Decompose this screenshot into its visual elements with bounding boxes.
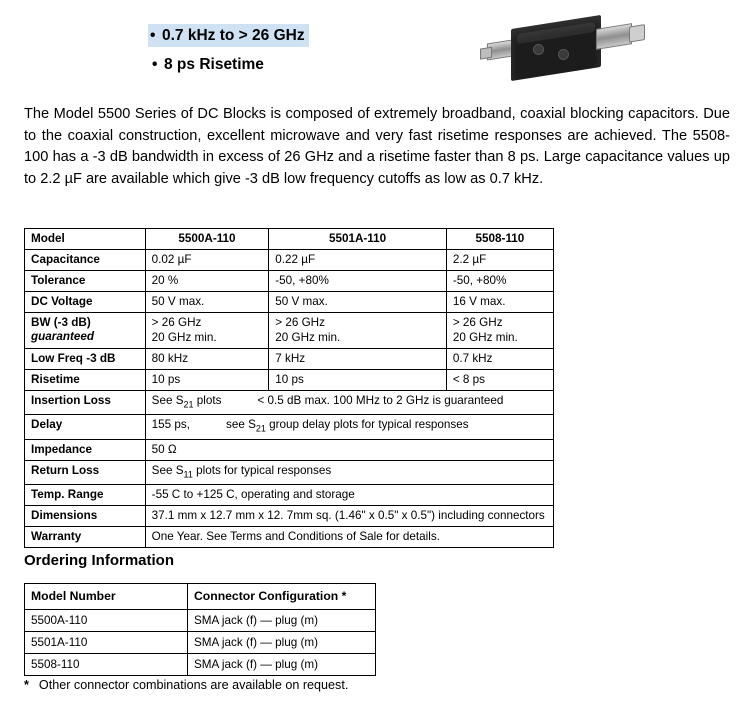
ordering-footnote (24, 678, 348, 692)
header-5500a-110: 5500A-110 (145, 229, 269, 250)
cell-low-freq-5508: 0.7 kHz (446, 349, 553, 370)
body-screw-icon (533, 44, 544, 55)
cell-bandwidth-5508-line1: > 26 GHz (452, 316, 503, 329)
intro-paragraph: The Model 5500 Series of DC Blocks is composed of extremely broadband, coaxial blocking capacitors. Due to the coaxial construction, excellent microwave and very fast risetime responses are achieved. The 5508-100 has a -3 dB bandwidth in excess of 26 GHz and a risetime faster than 8 ps. Large capacitance values up to 2.2 µF are available which give -3 dB low frequency cutoffs as low as 0.7 kHz. (24, 106, 730, 187)
table-row (25, 292, 554, 313)
table-row (25, 484, 554, 505)
table-row (25, 370, 554, 391)
row-label-bandwidth-sub: guaranteed (31, 330, 94, 343)
cell-bandwidth-5500a-line2: 20 GHz min. (151, 331, 217, 344)
cell-risetime-5500a: 10 ps (145, 370, 269, 391)
order-connector-5500a-110: SMA jack (f) — plug (m) (188, 610, 376, 632)
header-model-number: Model Number (25, 584, 188, 610)
cell-bandwidth-5501a (269, 313, 447, 349)
cell-delay-b: see $S_{21}$ group delay plots for typical responses (226, 418, 469, 434)
cell-risetime-5508: < 8 ps (446, 370, 553, 391)
order-connector-5508-110: SMA jack (f) — plug (m) (188, 654, 376, 676)
row-label-dc-voltage: DC Voltage (25, 292, 146, 313)
row-label-bandwidth-main: BW (-3 dB) (31, 316, 91, 329)
row-label-warranty: Warranty (25, 526, 146, 547)
row-label-tolerance: Tolerance (25, 271, 146, 292)
table-row (25, 271, 554, 292)
table-row (25, 460, 554, 484)
order-model-5508-110: 5508-110 (25, 654, 188, 676)
table-row (25, 505, 554, 526)
cell-insertion-loss-b: < 0.5 dB max. 100 MHz to 2 GHz is guaranteed (257, 394, 504, 407)
ordering-table (24, 583, 376, 676)
row-label-low-freq: Low Freq -3 dB (25, 349, 146, 370)
row-label-delay: Delay (25, 415, 146, 439)
product-photo (478, 12, 650, 84)
table-row (25, 632, 376, 654)
header-area (0, 0, 746, 92)
cell-delay (145, 415, 553, 439)
cell-insertion-loss-a: See $S_{21}$ plots (151, 394, 222, 410)
table-row (25, 526, 554, 547)
cell-bandwidth-5508 (446, 313, 553, 349)
cell-low-freq-5500a: 80 kHz (145, 349, 269, 370)
cell-bandwidth-5501a-line2: 20 GHz min. (275, 331, 341, 344)
cell-risetime-5501a: 10 ps (269, 370, 447, 391)
feature-bullets (148, 24, 309, 76)
cell-tolerance-5501a: -50, +80% (269, 271, 447, 292)
row-label-bandwidth (25, 313, 146, 349)
table-row (25, 313, 554, 349)
connector-right-icon (596, 23, 632, 50)
header-5508-110: 5508-110 (446, 229, 553, 250)
cell-delay-a: 155 ps, (151, 418, 191, 432)
row-label-return-loss: Return Loss (25, 460, 146, 484)
footnote-text: Other connector combinations are available on request. (38, 678, 349, 692)
bullet-dot-icon: • (152, 56, 158, 73)
table-row (25, 415, 554, 439)
footnote-asterisk: * (24, 678, 29, 692)
header-connector-configuration (188, 584, 376, 610)
dc-block-body (511, 15, 601, 81)
table-row (25, 391, 554, 415)
order-connector-5501a-110: SMA jack (f) — plug (m) (188, 632, 376, 654)
feature-bullet-risetime (150, 53, 268, 76)
cell-bandwidth-5501a-line1: > 26 GHz (275, 316, 325, 329)
ordering-header-row (25, 584, 376, 610)
cell-dc-voltage-5501a: 50 V max. (269, 292, 447, 313)
row-label-dimensions: Dimensions (25, 505, 146, 526)
row-label-insertion-loss: Insertion Loss (25, 391, 146, 415)
cell-capacitance-5508: 2.2 µF (446, 250, 553, 271)
table-row (25, 439, 554, 460)
row-label-risetime: Risetime (25, 370, 146, 391)
cell-dc-voltage-5500a: 50 V max. (145, 292, 269, 313)
table-row (25, 654, 376, 676)
row-label-temp-range: Temp. Range (25, 484, 146, 505)
row-label-capacitance: Capacitance (25, 250, 146, 271)
header-model: Model (25, 229, 146, 250)
cell-dc-voltage-5508: 16 V max. (446, 292, 553, 313)
cell-tolerance-5508: -50, +80% (446, 271, 553, 292)
table-header-row (25, 229, 554, 250)
table-row (25, 250, 554, 271)
cell-bandwidth-5500a (145, 313, 269, 349)
table-row (25, 610, 376, 632)
specifications-table (24, 228, 554, 548)
header-5501a-110: 5501A-110 (269, 229, 447, 250)
header-connector-configuration-label: Connector Configuration (194, 589, 339, 603)
cell-capacitance-5501a: 0.22 µF (269, 250, 447, 271)
cell-tolerance-5500a: 20 % (145, 271, 269, 292)
cell-temp-range: -55 C to +125 C, operating and storage (145, 484, 553, 505)
table-row (25, 349, 554, 370)
cell-insertion-loss (145, 391, 553, 415)
cell-impedance: 50 Ω (145, 439, 553, 460)
cell-bandwidth-5500a-line1: > 26 GHz (151, 316, 202, 329)
header-asterisk: * (341, 589, 347, 603)
cell-bandwidth-5508-line2: 20 GHz min. (452, 331, 518, 344)
order-model-5501a-110: 5501A-110 (25, 632, 188, 654)
cell-dimensions: 37.1 mm x 12.7 mm x 12. 7mm sq. (1.46" x 0.5" x 0.5") including connectors (145, 505, 553, 526)
cell-capacitance-5500a: 0.02 µF (145, 250, 269, 271)
cell-low-freq-5501a: 7 kHz (269, 349, 447, 370)
feature-bullet-bandwidth (148, 24, 309, 47)
bullet-dot-icon: • (150, 27, 156, 44)
row-label-impedance: Impedance (25, 439, 146, 460)
order-model-5500a-110: 5500A-110 (25, 610, 188, 632)
ordering-information-title: Ordering Information (24, 552, 174, 569)
feature-bullet-risetime-label: 8 ps Risetime (164, 56, 264, 73)
cell-return-loss: See $S_{11}$ plots for typical responses (145, 460, 553, 484)
feature-bullet-bandwidth-label: 0.7 kHz to > 26 GHz (162, 27, 305, 44)
cell-warranty: One Year. See Terms and Conditions of Sale for details. (145, 526, 553, 547)
body-screw-icon (558, 49, 569, 60)
